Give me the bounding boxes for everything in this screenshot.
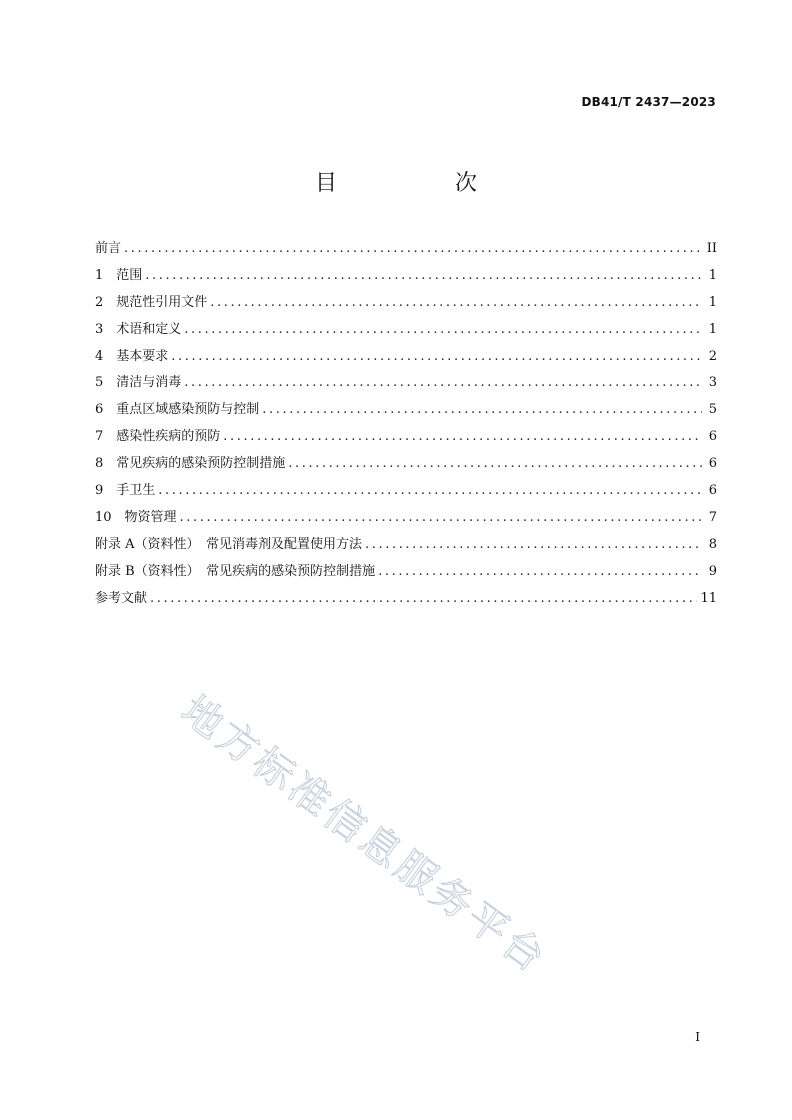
dot-leader	[210, 295, 702, 310]
toc-entry-basic-requirements[interactable]	[95, 345, 717, 372]
dot-leader	[223, 429, 702, 444]
table-of-contents	[95, 237, 717, 613]
toc-entry-label: 附录 A（资料性） 常见消毒剂及配置使用方法	[95, 536, 363, 552]
dot-leader	[150, 591, 697, 606]
toc-entry-page: 6	[708, 429, 717, 445]
watermark: 地方标准信息服务平台	[172, 687, 556, 984]
toc-entry-label: 前言	[95, 241, 122, 256]
toc-entry-common-disease-measures[interactable]	[95, 452, 717, 479]
dot-leader	[365, 537, 702, 552]
toc-entry-page: 1	[708, 267, 717, 283]
dot-leader	[288, 456, 702, 471]
toc-entry-infectious-disease-prevention[interactable]	[95, 425, 717, 452]
toc-entry-label: 6 重点区域感染预防与控制	[95, 402, 260, 418]
toc-entry-supplies-management[interactable]	[95, 506, 717, 533]
toc-entry-appendix-b[interactable]	[95, 560, 717, 587]
toc-entry-label: 8 常见疾病的感染预防控制措施	[95, 456, 286, 472]
toc-entry-key-areas[interactable]	[95, 398, 717, 425]
page-title: 目 次	[314, 171, 525, 196]
toc-entry-page: 3	[708, 375, 717, 391]
toc-entry-foreword[interactable]	[95, 237, 717, 264]
toc-entry-page: 6	[708, 456, 717, 472]
toc-entry-page: 8	[708, 536, 717, 552]
dot-leader	[184, 375, 702, 390]
toc-entry-label: 5 清洁与消毒	[95, 375, 182, 391]
toc-entry-label: 7 感染性疾病的预防	[95, 429, 221, 445]
dot-leader	[124, 241, 702, 256]
toc-entry-page: 5	[708, 402, 717, 418]
toc-entry-label: 1 范围	[95, 267, 143, 283]
dot-leader	[262, 402, 702, 417]
toc-entry-bibliography[interactable]	[95, 587, 717, 614]
toc-entry-label: 附录 B（资料性） 常见疾病的感染预防控制措施	[95, 563, 376, 579]
toc-entry-page: 9	[708, 563, 717, 579]
toc-entry-label: 参考文献	[95, 590, 148, 606]
dot-leader	[378, 564, 702, 579]
toc-entry-page: II	[706, 241, 717, 256]
toc-entry-appendix-a[interactable]	[95, 533, 717, 560]
toc-entry-label: 3 术语和定义	[95, 321, 182, 337]
toc-entry-page: 1	[708, 294, 717, 310]
toc-entry-cleaning-disinfection[interactable]	[95, 371, 717, 398]
dot-leader	[171, 349, 702, 364]
toc-entry-page: 2	[708, 348, 717, 364]
toc-entry-normative-references[interactable]	[95, 291, 717, 318]
toc-entry-hand-hygiene[interactable]	[95, 479, 717, 506]
dot-leader	[145, 268, 702, 283]
toc-entry-label: 10 物资管理	[95, 509, 177, 525]
toc-entry-label: 2 规范性引用文件	[95, 294, 208, 310]
toc-entry-label: 9 手卫生	[95, 483, 156, 499]
toc-entry-label: 4 基本要求	[95, 348, 169, 364]
toc-entry-scope[interactable]	[95, 264, 717, 291]
toc-entry-page: 11	[700, 590, 717, 606]
page-number: I	[695, 1030, 700, 1044]
toc-entry-terms-definitions[interactable]	[95, 318, 717, 345]
toc-entry-page: 1	[708, 321, 717, 337]
dot-leader	[184, 322, 702, 337]
document-code: DB41/T 2437—2023	[581, 95, 716, 109]
toc-entry-page: 6	[708, 483, 717, 499]
dot-leader	[158, 483, 702, 498]
dot-leader	[180, 510, 702, 525]
toc-entry-page: 7	[708, 509, 717, 525]
